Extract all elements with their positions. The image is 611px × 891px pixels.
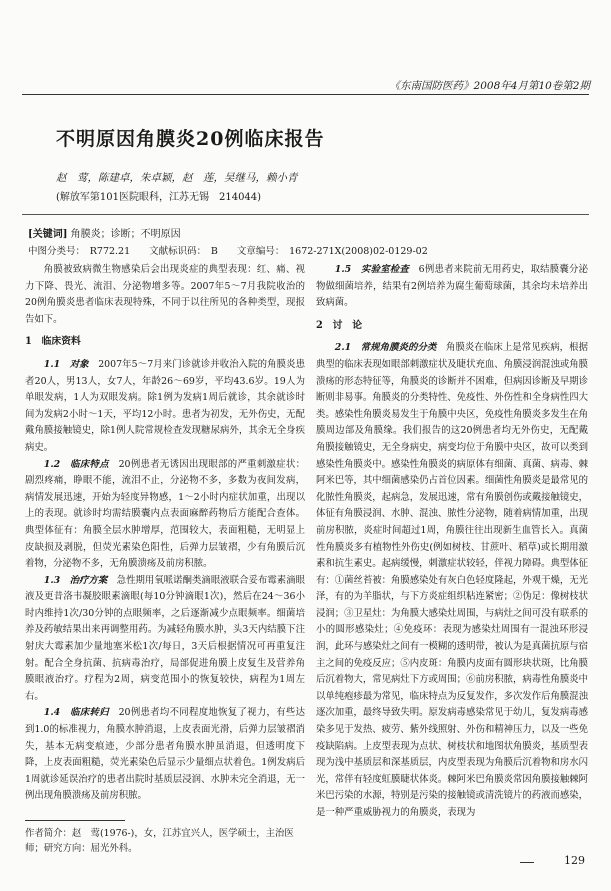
paragraph-text: 20例患者无诱因出现眼部的严重刺激症状：剧烈疼痛，睁眼不能，流泪不止，分泌物不多，多数为夜间发病，病情发展迅速，开始为轻度异物感，1～2小时内症状加重，出现以上的表现。就诊时均需结膜囊内点表面麻醉药物后方能配合查体。典型体征有：角膜全层水肿增厚，范围较大，表面粗糙，无明显上皮缺损及剥脱，但荧光素染色阳性，后弹力层皱褶，少有角膜后沉着物，分泌物不多，无角膜溃疡及前房积脓。 [25, 458, 305, 570]
keywords-value: 角膜炎；诊断；不明原因 [70, 229, 181, 240]
paragraph-1-2 [25, 457, 305, 573]
running-header: 《东南国防医药》2008年4月第10卷第2期 [389, 80, 590, 92]
section-heading-discussion: 2 讨 论 [316, 319, 363, 331]
paragraph-1-5 [316, 262, 588, 312]
paragraph-text: 2007年5～7月来门诊就诊并收治入院的角膜炎患者20人，男13人，女7人，年龄26～69岁，平均43.6岁。19人为单眼发病，1人为双眼发病。除1例为发病1周后就诊，其余就诊时间为发病2小时～1天，平均12小时。患者为初发，无外伤史，无配戴角膜接触镜史，除1例人院常规检查发现糖尿病外，其余无全身疾病史。 [25, 358, 305, 453]
header-rule [22, 94, 589, 95]
intro-paragraph: 角膜被致病微生物感染后会出现炎症的典型表现：红、痛、视力下降、畏光、流泪、分泌物增多等。2007年5～7月我院收治的20例角膜炎患者临床表现特殊，不同于以往所见的各种类型，现报告如下。 [25, 264, 305, 325]
run-in-heading: 1.5 实验室检查 [334, 264, 410, 275]
paragraph-text: 20例患者均不同程度地恢复了视力，有些达到1.0的标准视力，角膜水肿消退，上皮表面光滑，后弹力层皱褶消失，基本无病变痕迹，少部分患者角膜水肿虽消退，但透明度下降，上皮表面粗糙，荧光素染色后显示少量细点状着色。1例发病后1周就诊延误治疗的患者出院时基质层浸润、水肿未完全消退，无一例出现角膜溃疡及前房积脓。 [25, 707, 305, 802]
run-in-heading: 1.4 临床转归 [43, 707, 109, 719]
keywords-label: [关键词] [28, 229, 68, 240]
author-list: 赵 莺，陈建卓，朱卓颖，赵 莲，吴继马，赖小青 [56, 172, 298, 184]
article-title: 不明原因角膜炎20例临床报告 [56, 128, 325, 150]
paragraph-text: 6例患者来院前无用药史，取结膜囊分泌物做细菌培养，结果有2例培养为腐生葡萄球菌，其余均未培养出致病菌。 [316, 264, 588, 309]
keywords-line [28, 225, 181, 240]
paragraph-1-1 [25, 357, 305, 457]
paragraph-1-4 [25, 705, 305, 805]
run-in-heading: 2.1 常规角膜炎的分类 [334, 342, 437, 354]
paragraph-text: 角膜炎在临床上是常见疾病，根据典型的临床表现如眼部刺激症状及睫状充血、角膜浸润混浊或角膜溃疡的形态特征等，角膜炎的诊断并不困难，但病因诊断及早期诊断则非易事。角膜炎的分类特性、免疫性、外伤性和全身病性四大类。感染性角膜炎易发生于角膜中央区，免疫性角膜炎多发生在角膜周边部及角膜缘。我们报告的这20例患者均无外伤史，无配戴角膜接触镜史，无全身病史，病变均位于角膜中央区，故可以类到感染性角膜炎中。感染性角膜炎的病原体有细菌、真菌、病毒、棘阿米巴等，其中细菌感染仍占首位因素。细菌性角膜炎是最常见的化脓性角膜炎，起病急，发展迅速，常有角膜创伤或戴接触镜史，体征有角膜浸润、水肿、混浊、脓性分泌物，随着病情加重，出现前房积脓，炎症时间超过1周，角膜往往出现新生血管长入。真菌性角膜炎多有植物性外伤史(例如树枝、甘蔗叶、稻草)或长期用激素和抗生素史。起病缓慢，刺激症状较轻，伴视力障碍。典型体征有：①菌丝苔被：角膜感染处有灰白色轻度隆起，外观干燥，无光泽，有的为羊脂状，与下方炎症组织粘连紧密；②伪足：像树枝状浸润；③卫星灶：为角膜大感染灶周围，与病灶之间可没有联系的小的圆形感染灶；④免疫环：表现为感染灶周围有一混浊环形浸润，此环与感染灶之间有一模糊的透明带，被认为是真菌抗原与宿主之间的免疫反应；⑤内皮斑：角膜内皮面有圆形块状斑，比角膜后沉着物大，常见病灶下方或周围；⑥前房积脓，病毒性角膜炎中以单纯疱疹最为常见，临床特点为反复发作，多次发作后角膜混浊逐次加重，最终导致失明。原发病毒感染常见于幼儿，复发病毒感染多见于发热、疲劳、紫外线照射、外伤和精神压力，以及一些免疫缺陷病。上皮型表现为点状、树枝状和地图状角膜炎，基质型表现为浅中基质层和深基质层，内皮型表现为角膜后沉着物和房水闪光，常伴有轻度虹膜睫状体炎。棘阿米巴角膜炎常因角膜接触棘阿米巴污染的水源，特别是污染的接触镜或清洗镜片的药液而感染，是一种严重威胁视力的角膜炎，表现为 [316, 342, 588, 818]
page-number-dash [520, 862, 534, 863]
affiliation: (解放军第101医院眼科，江苏无锡 214044) [56, 192, 262, 203]
paragraph-text: 急性期用氧哌诺酮类滴眼液联合妥布霉素滴眼液及更昔洛韦凝胶眼素滴眼(每10分钟滴眼1次)，然后在24～36小时内维持1次/30分钟的点眼频率，之后逐渐减少点眼频率。细菌培养及药敏结果出来再调整用药。为减轻角膜水肿，头3天内结膜下注射庆大霉素加少量地塞米松1次/每日，3天后根据情况可再重复注射。配合全身抗菌、抗病毒治疗，局部促进角膜上皮复生及营养角膜眼液治疗。疗程为2周，病变范围小的恢复较快，病程为1周左右。 [25, 574, 305, 702]
section-heading-clinical: 1 临床资料 [25, 336, 81, 348]
paragraph-2-1 [316, 340, 588, 821]
run-in-heading: 1.1 对象 [43, 358, 89, 370]
paragraph-1-3 [25, 573, 305, 706]
run-in-heading: 1.2 临床特点 [43, 458, 109, 470]
run-in-heading: 1.3 治疗方案 [43, 574, 108, 586]
meta-rule [22, 214, 589, 215]
right-column [316, 262, 588, 822]
left-column [25, 262, 305, 805]
page-number: 129 [564, 854, 585, 867]
classification-line: 中图分类号： R772.21 文献标识码： B 文章编号： 1672-271X(2008)02-0129-02 [28, 246, 428, 257]
author-footnote: 作者简介：赵 莺(1976-)，女，江苏宜兴人，医学硕士，主治医师；研究方向：屈光外科。 [25, 828, 294, 854]
footnote-rule [25, 820, 125, 821]
